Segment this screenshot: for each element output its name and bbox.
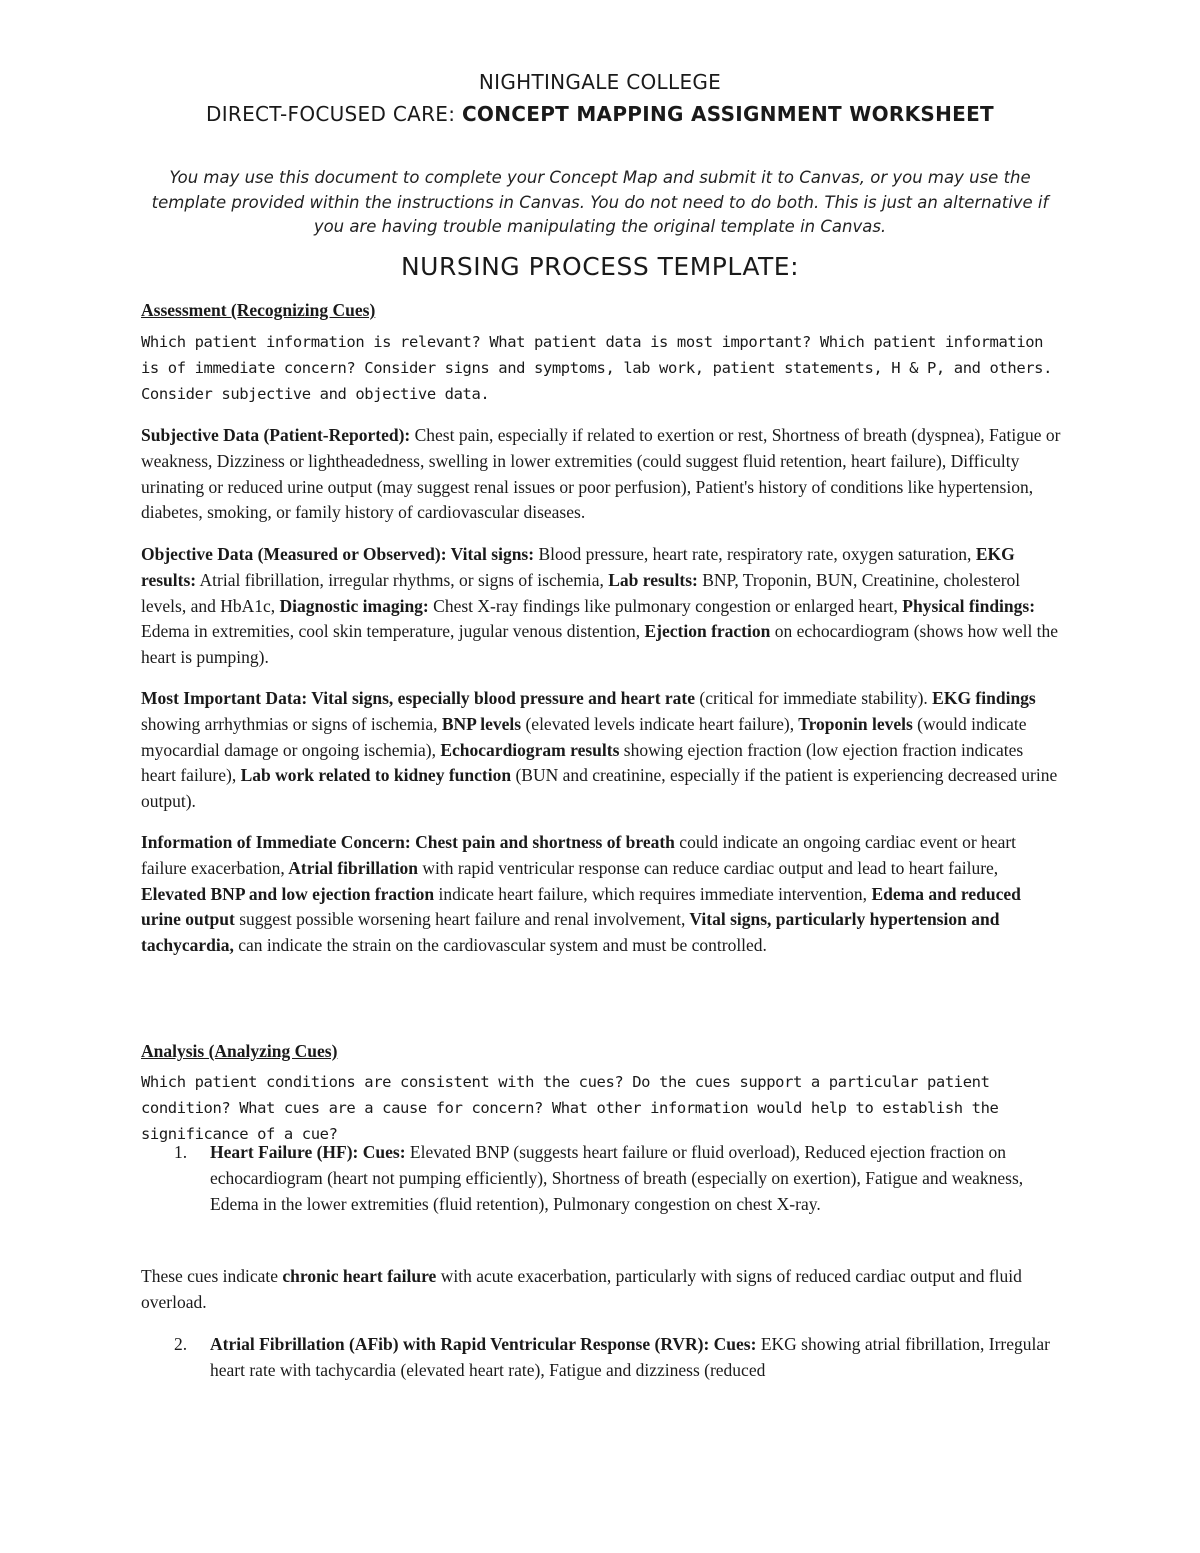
worksheet-subtitle xyxy=(0,102,1200,126)
summary-text-1: These cues indicate xyxy=(141,1266,283,1286)
college-name: NIGHTINGALE COLLEGE xyxy=(478,70,722,94)
immediate-concern-label: Information of Immediate Concern: xyxy=(141,832,411,852)
most-important-text-5: showing ejection fraction (low ejection fraction indicates heart failure), xyxy=(141,739,1024,786)
list-item-heart-failure xyxy=(141,1140,1061,1250)
most-important-data-paragraph xyxy=(141,686,1061,815)
most-important-bold-1: Vital signs, especially blood pressure and heart rate xyxy=(307,688,696,708)
list-item-body xyxy=(210,1332,1061,1384)
lab-label: Lab results: xyxy=(603,569,698,590)
summary-text-2: with acute exacerbation, particularly with signs of reduced cardiac output and fluid overload. xyxy=(141,1266,1022,1312)
ekg-text: Atrial fibrillation, irregular rhythms, or signs of ischemia, xyxy=(196,569,604,590)
most-important-bold-2: EKG findings xyxy=(927,688,1036,708)
imaging-text: Chest X-ray findings like pulmonary congestion or enlarged heart, xyxy=(428,595,898,616)
summary-bold-1: chronic heart failure xyxy=(282,1266,437,1286)
list-item-afib xyxy=(141,1332,1061,1392)
template-title: NURSING PROCESS TEMPLATE: xyxy=(400,252,800,281)
item-text: Elevated BNP (suggests heart failure or fluid overload), Reduced ejection fraction on echocardiogram (heart not pumping efficiently), Shortness of breath (especially on exertion), Fatigue and weakness, Edema in the lower extremities (fluid retention), Pulmonary congestion on chest X-ray. xyxy=(210,1142,1024,1214)
objective-label: Objective Data (Measured or Observed): xyxy=(141,544,447,564)
ejection-fraction-label: Ejection fraction xyxy=(640,621,771,642)
physical-text: Edema in extremities, cool skin temperature, jugular venous distention, xyxy=(141,621,641,642)
analysis-prompt: Which patient conditions are consistent with the cues? Do the cues support a particular patient condition? What cues are a cause for concern? What other information would help to establish the significance of a cue? xyxy=(141,1073,999,1143)
list-number: 2. xyxy=(174,1334,188,1354)
immediate-text-1: could indicate an ongoing cardiac event or heart failure exacerbation, xyxy=(141,832,1017,878)
immediate-bold-2: Atrial fibrillation xyxy=(284,857,419,878)
item-label: Heart Failure (HF): xyxy=(210,1142,359,1162)
lab-text: BNP, Troponin, BUN, Creatinine, cholesterol levels, and HbA1c, xyxy=(141,569,1021,616)
most-important-text-2: showing arrhythmias or signs of ischemia, xyxy=(141,713,438,734)
objective-data-paragraph xyxy=(141,542,1061,671)
immediate-text-2: with rapid ventricular response can reduce cardiac output and lead to heart failure, xyxy=(418,857,999,878)
subjective-text: Chest pain, especially if related to exertion or rest, Shortness of breath (dyspnea), Fatigue or weakness, Dizziness or lightheadedness, swelling in lower extremities (could suggest fluid retention, heart failure), Difficulty urinating or reduced urine output (may suggest renal issues or poor perfusion), Patient's history of conditions like hypertension, diabetes, smoking, or family history of cardiovascular diseases. xyxy=(141,425,1061,523)
list-item-body xyxy=(210,1140,1061,1217)
assessment-prompt: Which patient information is relevant? What patient data is most important? Which patient information is of immediate concern? Consider signs and symptoms, lab work, patient statements, H & P, and others. Consider subjective and objective data. xyxy=(141,333,1053,403)
subtitle-bold: CONCEPT MAPPING ASSIGNMENT WORKSHEET xyxy=(461,102,994,126)
analysis-heading: Analysis (Analyzing Cues) xyxy=(141,1041,338,1061)
most-important-bold-5: Echocardiogram results xyxy=(435,739,620,760)
most-important-text-3: (elevated levels indicate heart failure), xyxy=(521,713,795,734)
immediate-bold-4: Edema and reduced urine output xyxy=(141,883,1021,930)
vital-signs-label: Vital signs: xyxy=(446,544,535,564)
most-important-bold-3: BNP levels xyxy=(437,713,522,734)
most-important-bold-6: Lab work related to kidney function xyxy=(236,765,512,786)
imaging-label: Diagnostic imaging: xyxy=(275,595,429,616)
cues-label: Cues: xyxy=(709,1334,757,1354)
intro-paragraph: You may use this document to complete your Concept Map and submit it to Canvas, or you may use the template provided within the instructions in Canvas. You do not need to do both. This is just an alternative if you are having trouble manipulating the original template in Canvas. xyxy=(151,168,1049,236)
most-important-text-1: (critical for immediate stability). xyxy=(695,688,928,708)
most-important-bold-4: Troponin levels xyxy=(794,713,913,734)
vital-signs-text: Blood pressure, heart rate, respiratory rate, oxygen saturation, xyxy=(534,544,972,564)
most-important-label: Most Important Data: xyxy=(141,688,308,708)
heart-failure-summary xyxy=(141,1264,1061,1316)
cues-label: Cues: xyxy=(358,1142,406,1162)
most-important-text-6: (BUN and creatinine, especially if the patient is experiencing decreased urine output). xyxy=(141,765,1058,812)
subtitle-prefix: DIRECT-FOCUSED CARE: xyxy=(206,102,462,126)
ejection-fraction-text: on echocardiogram (shows how well the heart is pumping). xyxy=(141,621,1059,668)
assessment-heading-block xyxy=(141,298,1061,324)
immediate-text-3: indicate heart failure, which requires immediate intervention, xyxy=(434,883,868,904)
subjective-data-paragraph xyxy=(141,423,1061,526)
list-number: 1. xyxy=(174,1142,188,1162)
most-important-text-4: (would indicate myocardial damage or ongoing ischemia), xyxy=(141,713,1027,760)
immediate-text-4: suggest possible worsening heart failure and renal involvement, xyxy=(234,909,686,930)
immediate-concern-paragraph xyxy=(141,830,1061,959)
item-text: EKG showing atrial fibrillation, Irregular heart rate with tachycardia (elevated heart rate), Fatigue and dizziness (reduced xyxy=(210,1334,1050,1380)
ekg-label: EKG results: xyxy=(141,544,1015,590)
assessment-heading: Assessment (Recognizing Cues) xyxy=(141,300,376,320)
immediate-bold-3: Elevated BNP and low ejection fraction xyxy=(141,883,435,904)
immediate-bold-1: Chest pain and shortness of breath xyxy=(410,832,675,852)
immediate-text-5: can indicate the strain on the cardiovascular system and must be controlled. xyxy=(233,935,767,956)
physical-label: Physical findings: xyxy=(897,595,1036,616)
immediate-bold-5: Vital signs, particularly hypertension and tachycardia, xyxy=(141,909,1000,956)
subjective-label: Subjective Data (Patient-Reported): xyxy=(141,425,411,445)
analysis-heading-block xyxy=(141,1039,1061,1065)
item-label: Atrial Fibrillation (AFib) with Rapid Ventricular Response (RVR): xyxy=(210,1334,710,1354)
